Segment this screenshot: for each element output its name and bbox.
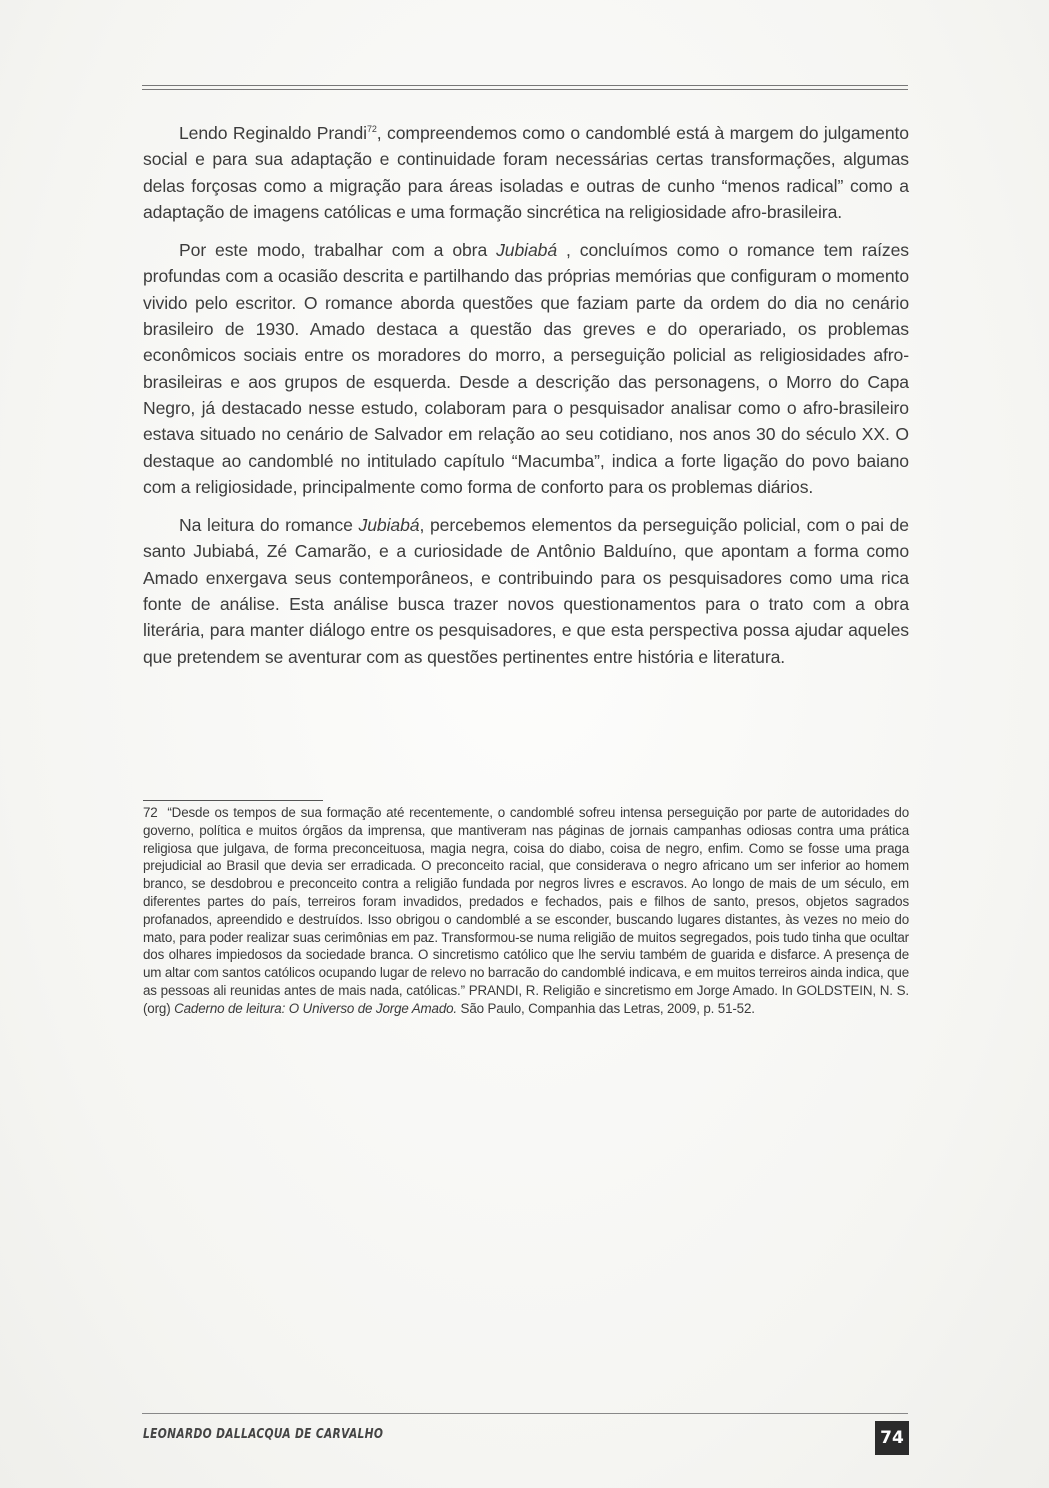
footnote-quote: “Desde os tempos de sua formação até recentemente, o candomblé sofreu intensa perseguição por parte de autoridades do governo, política e muitos órgãos da imprensa, que mantiveram nas páginas de jornais campanhas odiosas contra uma prática religiosa que julgava, de forma preconceituosa, magia negra, coisa do diabo, coisa de negro, enfim. Como se fosse uma praga prejudicial ao Brasil que devia ser erradicada. O preconceito racial, que considerava o negro africano um ser inferior ao homem branco, se desdobrou e preconceito contra a religião fundada por negros livres e escravos. Ao longo de mais de um século, em diferentes partes do país, terreiros foram invadidos, predados e fechados, pais e filhos de santo, presos, objetos sagrados profanados, apreendido e destruídos. Isso obrigou o candomblé a se esconder, buscando lugares distantes, às vezes no meio do mato, para poder realizar suas cerimônias em paz. Transformou-se numa religião de muitos segregados, pois tudo tinha que ocultar dos olhares impiedosos da sociedade branca. O sincretismo católico que lhe serviu também de guarida e disfarce. A presença de um altar com santos católicos ocupando lugar de relevo no barracão do candomblé indicava, e em muitos terreiros ainda indica, que as pessoas ali reunidas antes de mais nada, católicas.” PRANDI, R. Religião e sincretismo em Jorge Amado. In GOLDSTEIN, N. S. (org) bbox=[143, 805, 909, 1016]
paragraph-1-rest: , compreendemos como o candomblé está à margem do julgamento social e para sua adaptação e continuidade foram necessárias certas transformações, algumas delas forçosas como a migração para áreas isoladas e outras de cunho “menos radical” como a adaptação de imagens católicas e uma formação sincrética na religiosidade afro-brasileira. bbox=[143, 123, 909, 222]
page-number: 74 bbox=[875, 1421, 909, 1455]
footnote-publisher: São Paulo, Companhia das Letras, 2009, p. 51-52. bbox=[456, 1000, 755, 1016]
book-title-jubiaba: Jubiabá bbox=[496, 240, 558, 261]
paragraph-2-start: Por este modo, trabalhar com a obra bbox=[179, 240, 497, 261]
paragraph-3-rest: , percebemos elementos da perseguição policial, com o pai de santo Jubiabá, Zé Camarão, e a curiosidade de Antônio Balduíno, que apontam a forma como Amado enxergava seus contemporâneos, e contribuindo para os pesquisadores como uma rica fonte de análise. Esta análise busca trazer novos questionamentos para o trato com a obra literária, para manter diálogo entre os pesquisadores, e que esta perspectiva possa ajudar aqueles que pretendem se aventurar com as questões pertinentes entre história e literatura. bbox=[143, 515, 909, 667]
paragraph-2-rest: , concluímos como o romance tem raízes profundas com a ocasião descrita e partilhando das próprias memórias que configuram o momento vivido pelo escritor. O romance aborda questões que faziam parte da ordem do dia no cenário brasileiro de 1930. Amado destaca a questão das greves e do operariado, os problemas econômicos sociais entre os moradores do morro, a perseguição policial as religiosidades afro-brasileiras e aos grupos de esquerda. Desde a descrição das personagens, o Morro do Capa Negro, já destacado nesse estudo, colaboram para o pesquisador analisar como o afro-brasileiro estava situado no cenário de Salvador em relação ao seu cotidiano, nos anos 30 do século XX. O destaque ao candomblé no intitulado capítulo “Macumba”, indica a forte ligação do povo baiano com a religiosidade, principalmente como forma de conforto para os problemas diários. bbox=[143, 240, 910, 497]
paragraph-3-start: Na leitura do romance bbox=[179, 515, 359, 536]
footnote-reference[interactable]: 72 bbox=[366, 124, 377, 134]
paragraph-1 bbox=[143, 120, 909, 225]
book-title-jubiaba: Jubiabá bbox=[358, 515, 420, 536]
footnote bbox=[143, 804, 909, 1018]
footer-rule bbox=[142, 1413, 908, 1414]
footnote-number: 72 bbox=[143, 805, 158, 820]
paragraph-2 bbox=[143, 237, 909, 500]
body-text bbox=[143, 120, 909, 682]
header-double-rule bbox=[142, 85, 908, 90]
footnote-separator bbox=[143, 800, 323, 801]
paragraph-3 bbox=[143, 512, 909, 670]
footnote-text bbox=[143, 805, 909, 1016]
footer-author: LEONARDO DALLACQUA DE CARVALHO bbox=[143, 1427, 384, 1442]
paragraph-1-start: Lendo Reginaldo Prandi bbox=[179, 123, 367, 143]
footnote-book-title: Caderno de leitura: O Universo de Jorge Amado. bbox=[174, 1000, 457, 1016]
